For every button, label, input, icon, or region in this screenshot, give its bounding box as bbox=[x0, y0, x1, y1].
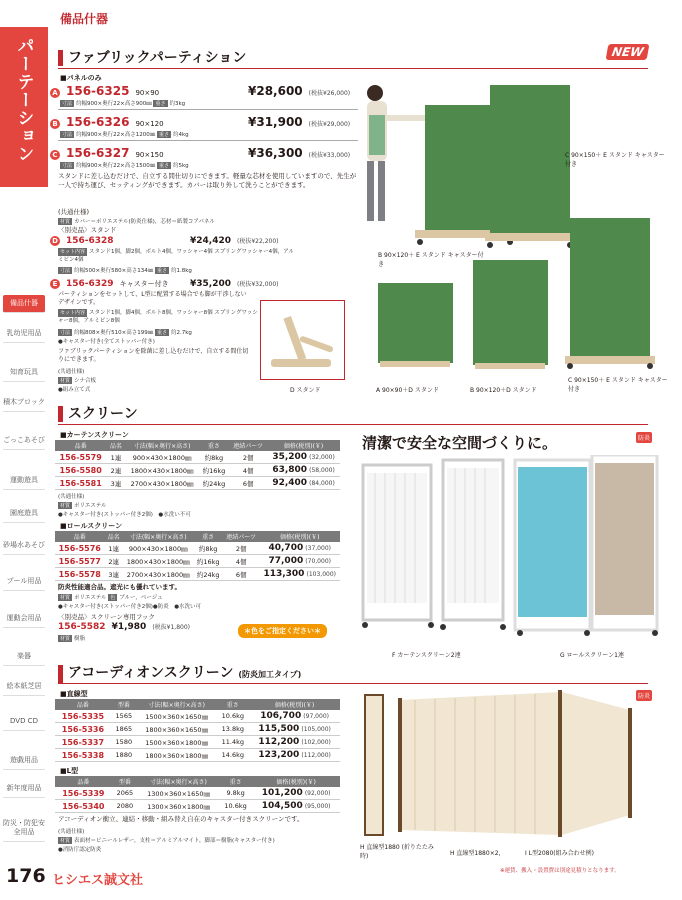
assembly-note: ●組み立て式 bbox=[58, 387, 91, 393]
fabric-item-b bbox=[50, 115, 164, 129]
sidebar-tab-yard[interactable]: 園庭遊具 bbox=[3, 505, 45, 523]
curtain-common: (共通仕様) bbox=[58, 494, 85, 500]
sidebar-tab-dvd[interactable]: DVD CD bbox=[3, 713, 45, 731]
size-tag: 寸法 bbox=[62, 101, 73, 107]
col-code: 品番 bbox=[55, 699, 111, 710]
col-price: 価格(税別)(￥) bbox=[267, 440, 340, 451]
price: ¥24,420 bbox=[190, 236, 231, 246]
set-tag: セット内容 bbox=[60, 249, 86, 255]
sidebar-tab-pool[interactable]: プール用品 bbox=[3, 573, 45, 591]
accordion-note: ●消防庁認定防炎 bbox=[58, 847, 102, 853]
caster-spec bbox=[58, 328, 192, 336]
spec-text: 約幅900×奥行22×高さ1500㎜ bbox=[76, 163, 156, 169]
common-spec-head: (共通仕様) bbox=[58, 208, 90, 216]
size-tag: 寸法 bbox=[62, 132, 73, 138]
accordion-section-title bbox=[58, 665, 301, 683]
weight-text: 約1.8kg bbox=[171, 268, 192, 274]
col-size: 寸法(幅×奥行×高さ) bbox=[138, 776, 219, 787]
fabric-description: スタンドに差し込むだけで、自立する間仕切りにできます。軽量な芯材を使用していますので、先生が一人で持ち運び、セッティングができます。カバーは取り外して洗うことができます。 bbox=[58, 172, 357, 189]
cell-code: 156-5577 bbox=[55, 555, 104, 568]
cell-code: 156-5578 bbox=[55, 568, 104, 581]
cell-name: 3連 bbox=[104, 568, 122, 581]
cell-code: 156-5580 bbox=[55, 464, 106, 477]
tax: (税抜¥22,200) bbox=[237, 238, 279, 245]
cell-size: 900×430×1800㎜ bbox=[123, 542, 194, 555]
cell-weight: 11.4kg bbox=[216, 736, 249, 749]
col-size: 寸法(幅×奥行×高さ) bbox=[125, 440, 198, 451]
roll-table bbox=[55, 531, 340, 581]
cell-name: 3連 bbox=[106, 477, 125, 490]
set-text: スタンド1個，脚4個，ボルト8個，ワッシャー8個 スプリングワッシャー8個，アルミピン8個 bbox=[58, 310, 258, 324]
fabric-price-b bbox=[248, 115, 350, 129]
fabric-price-c bbox=[248, 146, 350, 160]
fabric-material bbox=[58, 217, 215, 225]
weight-text: 約2.7kg bbox=[171, 330, 192, 336]
cell-weight: 約16kg bbox=[193, 555, 222, 568]
stand-price bbox=[190, 236, 279, 246]
caption-c-e: C 90×150＋ E スタンド キャスター付き bbox=[568, 377, 668, 393]
cell-code: 156-5340 bbox=[55, 800, 112, 813]
sidebar-tab-new-year[interactable]: 新年度用品 bbox=[3, 780, 45, 798]
weight-tag: 重さ bbox=[155, 101, 166, 107]
col-parts: 連結パーツ bbox=[229, 440, 267, 451]
col-price: 価格(税別)(￥) bbox=[259, 531, 340, 542]
material-tag: 材質 bbox=[60, 838, 71, 844]
caption-photo-c: C 90×150＋ E スタンド キャスター付き bbox=[565, 152, 665, 168]
caption-l-type: I L型2080(組み合わせ例) bbox=[525, 850, 594, 857]
col-price: 価格(税別)(￥) bbox=[249, 699, 340, 710]
size-tag: 寸法 bbox=[60, 330, 71, 336]
top-category: 備品什器 bbox=[60, 12, 109, 26]
sidebar-tab-fixtures[interactable]: 備品什器 bbox=[3, 295, 45, 313]
letter-c: C bbox=[50, 150, 60, 160]
panel-only-head: ■パネルのみ bbox=[60, 74, 102, 82]
hook-head: 〈別売品〉スクリーン専用フック bbox=[58, 613, 155, 621]
material-text: ポリエステル bbox=[74, 595, 107, 601]
stand-item bbox=[50, 236, 114, 246]
caption-roll: G ロールスクリーン1連 bbox=[560, 652, 624, 659]
cell-name: 1連 bbox=[104, 542, 122, 555]
cell-code: 156-5338 bbox=[55, 749, 111, 762]
item-code: 156-6329 bbox=[66, 279, 114, 289]
cell-size: 1800×430×1800㎜ bbox=[123, 555, 194, 568]
screen-photos bbox=[355, 455, 670, 645]
col-code: 品番 bbox=[55, 776, 112, 787]
accordion-section-rule bbox=[58, 683, 648, 684]
curtain-note: ●キャスター付き(ストッパー付き2個) ●水洗い不可 bbox=[58, 512, 191, 518]
caster-desc: パーティションをセットして、L型に配置する場合でも脚が干渉しないデザインです。 bbox=[58, 291, 247, 306]
material-tag: 材質 bbox=[60, 636, 71, 642]
accordion-common: (共通仕様) bbox=[58, 829, 85, 835]
tax: (112,000) bbox=[301, 752, 331, 759]
fabric-footnote: ファブリックパーティションを除菌に差し込むだけで、自立する間仕切りにできます。 bbox=[58, 348, 249, 363]
cell-size: 2700×430×1800㎜ bbox=[125, 477, 198, 490]
cell-code: 156-5339 bbox=[55, 787, 112, 800]
col-weight: 重さ bbox=[216, 699, 249, 710]
accordion-desc: アコーディオン衝立、連結・移動・組み替え自在のキャスター付きスクリーンです。 bbox=[58, 815, 304, 823]
cell-code: 156-5579 bbox=[55, 451, 106, 464]
table-row bbox=[55, 568, 340, 581]
shipping-note: ※運賃、搬入・設置費は別途見積りとなります。 bbox=[500, 868, 620, 874]
cell-size: 1800×360×1800㎜ bbox=[137, 749, 217, 762]
cell-price bbox=[267, 464, 340, 477]
fabric-section-rule bbox=[58, 68, 648, 69]
stand-material bbox=[58, 376, 96, 384]
cell-code: 156-5576 bbox=[55, 542, 104, 555]
spec-text: 約幅900×奥行22×高さ1200㎜ bbox=[76, 132, 156, 138]
cell-name: 1連 bbox=[106, 451, 125, 464]
price: 113,300 bbox=[263, 569, 305, 579]
fabric-section-title: ファブリックパーティション bbox=[58, 50, 246, 66]
col-weight: 重さ bbox=[219, 776, 252, 787]
col-size: 寸法(幅×奥行×高さ) bbox=[137, 699, 217, 710]
price: 104,500 bbox=[261, 801, 303, 811]
tax: (105,000) bbox=[301, 726, 331, 733]
cell-weight: 9.8kg bbox=[219, 787, 252, 800]
material-tag: 材質 bbox=[60, 595, 71, 601]
weight-tag: 重さ bbox=[158, 132, 169, 138]
letter-a: A bbox=[50, 88, 60, 98]
divider bbox=[58, 140, 358, 141]
cell-price bbox=[252, 787, 340, 800]
stand-sold-separately: 〈別売品〉スタンド bbox=[58, 226, 117, 234]
tax: (103,000) bbox=[306, 571, 337, 578]
tax: (税抜¥32,000) bbox=[237, 281, 279, 288]
cell-model: 1580 bbox=[111, 736, 137, 749]
cell-parts: 2個 bbox=[223, 542, 260, 555]
curtain-head: ■カーテンスクリーン bbox=[60, 431, 129, 439]
screen-section-rule bbox=[58, 424, 648, 425]
weight-text: 約3kg bbox=[169, 101, 186, 107]
cell-code: 156-5336 bbox=[55, 723, 111, 736]
fabric-item-c bbox=[50, 146, 164, 160]
item-size: 90×150 bbox=[135, 151, 164, 159]
size-tag: 寸法 bbox=[60, 268, 71, 274]
l-head: ■L型 bbox=[60, 767, 79, 775]
cell-parts: 6個 bbox=[223, 568, 260, 581]
cell-weight: 14.6kg bbox=[216, 749, 249, 762]
cell-weight: 約24kg bbox=[199, 477, 229, 490]
price: 40,700 bbox=[268, 543, 304, 553]
col-name: 品名 bbox=[106, 440, 125, 451]
fabric-price-a bbox=[248, 84, 350, 98]
cell-price bbox=[267, 477, 340, 490]
material-text: 表面材＝ビニールレザー，支柱＝アルミアルマイト，脚部＝樹脂(キャスター付き) bbox=[74, 838, 275, 844]
stand-set bbox=[58, 248, 298, 264]
roll-head: ■ロールスクリーン bbox=[60, 522, 123, 530]
price: 115,500 bbox=[258, 724, 300, 734]
sidebar-tab-infant[interactable]: 乳幼児用品 bbox=[3, 325, 45, 343]
common-spec-head-2: (共通仕様) bbox=[58, 369, 85, 375]
price: ¥31,900 bbox=[248, 115, 303, 129]
col-name: 品名 bbox=[104, 531, 122, 542]
table-row bbox=[55, 555, 340, 568]
caster-set bbox=[58, 309, 258, 325]
cell-code: 156-5335 bbox=[55, 710, 111, 723]
price: 101,200 bbox=[261, 788, 303, 798]
roll-note-bold: 防炎性能適合品。遮光にも優れています。 bbox=[58, 583, 181, 591]
table-row bbox=[55, 736, 340, 749]
fire-badge: 防炎 bbox=[636, 432, 652, 443]
cell-price bbox=[249, 749, 340, 762]
accordion-material bbox=[58, 836, 275, 844]
cell-price bbox=[267, 451, 340, 464]
hook-material bbox=[58, 634, 85, 642]
cell-model: 2080 bbox=[112, 800, 138, 813]
page-number: 176 bbox=[6, 865, 46, 887]
table-row bbox=[55, 542, 340, 555]
stand-spec bbox=[58, 266, 192, 274]
weight-text: 約4kg bbox=[173, 132, 189, 138]
letter-e: E bbox=[50, 279, 60, 289]
caption-stand: D スタンド bbox=[290, 387, 321, 394]
col-size: 寸法(幅×奥行×高さ) bbox=[123, 531, 194, 542]
sidebar bbox=[0, 0, 48, 900]
cell-model: 1865 bbox=[111, 723, 137, 736]
price: 123,200 bbox=[258, 750, 300, 760]
weight-tag: 重さ bbox=[158, 163, 169, 169]
caster-note: ●キャスター付き(全てストッパー付き) bbox=[58, 339, 155, 345]
item-code: 156-6325 bbox=[66, 84, 130, 98]
sidebar-tab-music[interactable]: 楽器 bbox=[3, 648, 45, 666]
price: ¥28,600 bbox=[248, 84, 303, 98]
weight-text: 約5kg bbox=[173, 163, 189, 169]
item-label: キャスター付き bbox=[119, 280, 169, 288]
cell-code: 156-5581 bbox=[55, 477, 106, 490]
tax: (税抜¥26,000) bbox=[308, 90, 351, 97]
sidebar-tab-toys[interactable]: 知育玩具 bbox=[3, 364, 45, 382]
item-size: 90×120 bbox=[135, 120, 164, 128]
sidebar-tab-sports-day[interactable]: 運動会用品 bbox=[3, 610, 45, 628]
fabric-spec-b bbox=[60, 130, 189, 138]
col-code: 品番 bbox=[55, 531, 104, 542]
cell-size: 1800×430×1800㎜ bbox=[125, 464, 198, 477]
cell-weight: 約16kg bbox=[199, 464, 229, 477]
cell-parts: 2個 bbox=[229, 451, 267, 464]
cell-size: 1500×360×1650㎜ bbox=[137, 710, 217, 723]
fabric-spec-c bbox=[60, 161, 189, 169]
spec-text: 約幅808×奥行510×高さ199㎜ bbox=[74, 330, 154, 336]
cell-weight: 約24kg bbox=[193, 568, 222, 581]
tax: (税抜¥33,000) bbox=[308, 152, 351, 159]
tax: (97,000) bbox=[303, 713, 329, 720]
set-text: スタンド1個，脚2個，ボルト4個，ワッシャー4個 スプリングワッシャー4個，アルミピン4個 bbox=[58, 249, 294, 263]
col-parts: 連結パーツ bbox=[223, 531, 260, 542]
roll-note: ●キャスター付き(ストッパー付き2個)●防炎 ●水洗い可 bbox=[58, 604, 202, 610]
cell-code: 156-5337 bbox=[55, 736, 111, 749]
curtain-table bbox=[55, 440, 340, 490]
stand-photo-box bbox=[260, 300, 345, 380]
cell-parts: 4個 bbox=[223, 555, 260, 568]
table-row bbox=[55, 723, 340, 736]
caster-item bbox=[50, 279, 169, 289]
cell-size: 2700×430×1800㎜ bbox=[123, 568, 194, 581]
brand-logo: ヒシエス誠文社 bbox=[52, 873, 144, 888]
tax: (税抜¥1,800) bbox=[152, 624, 190, 631]
sidebar-tab-books[interactable]: 絵本紙芝居 bbox=[3, 678, 45, 696]
cell-size: 1300×360×1800㎜ bbox=[138, 800, 219, 813]
cell-weight: 10.6kg bbox=[219, 800, 252, 813]
item-code: 156-6326 bbox=[66, 115, 130, 129]
cell-price bbox=[249, 736, 340, 749]
col-code: 品番 bbox=[55, 440, 106, 451]
sidebar-tab-sand[interactable]: 砂場水あそび bbox=[3, 537, 45, 555]
tax: (32,000) bbox=[309, 454, 335, 461]
cell-weight: 13.8kg bbox=[216, 723, 249, 736]
l-table bbox=[55, 776, 340, 813]
letter-d: D bbox=[50, 236, 60, 246]
col-weight: 重さ bbox=[193, 531, 222, 542]
item-code: 156-5582 bbox=[58, 622, 106, 632]
caption-straight-x2: H 直線型1880×2， bbox=[450, 850, 505, 857]
col-weight: 重さ bbox=[199, 440, 229, 451]
screen-callout: 清潔で安全な空間づくりに。 bbox=[362, 434, 558, 452]
caption-a-d: A 90×90＋D スタンド bbox=[376, 387, 439, 394]
straight-head: ■直線型 bbox=[60, 690, 88, 698]
table-row bbox=[55, 477, 340, 490]
material-tag: 材質 bbox=[60, 503, 71, 509]
spec-text: 約幅900×奥行22×高さ900㎜ bbox=[76, 101, 152, 107]
material-text: シナ合板 bbox=[74, 378, 97, 384]
cell-model: 2065 bbox=[112, 787, 138, 800]
table-row bbox=[55, 800, 340, 813]
sidebar-tab-play[interactable]: 遊戯用品 bbox=[3, 752, 45, 770]
table-row bbox=[55, 710, 340, 723]
accordion-title-text: アコーディオンスクリーン bbox=[68, 665, 234, 681]
price: 106,700 bbox=[260, 711, 302, 721]
price: ¥35,200 bbox=[190, 279, 231, 289]
cell-weight: 10.6kg bbox=[216, 710, 249, 723]
size-tag: 寸法 bbox=[62, 163, 73, 169]
cell-model: 1880 bbox=[111, 749, 137, 762]
item-code: 156-6328 bbox=[66, 236, 114, 246]
screen-section-title: スクリーン bbox=[58, 406, 138, 422]
sidebar-tab-pretend[interactable]: ごっこあそび bbox=[3, 432, 45, 450]
stand-illustration bbox=[261, 301, 344, 379]
sidebar-tab-blocks[interactable]: 積木ブロック bbox=[3, 394, 45, 412]
cell-price bbox=[259, 542, 340, 555]
tax: (70,000) bbox=[305, 558, 331, 565]
hook-item bbox=[58, 622, 190, 632]
item-code: 156-6327 bbox=[66, 146, 130, 160]
material-tag: 材質 bbox=[60, 219, 71, 225]
table-row bbox=[55, 787, 340, 800]
price: 77,000 bbox=[268, 556, 304, 566]
material-text: カバー＝ポリエステル(防炎仕様)，芯材＝紙製コアパネル bbox=[74, 219, 215, 225]
curtain-material bbox=[58, 501, 107, 509]
color-tag: 色 bbox=[110, 595, 116, 601]
letter-b: B bbox=[50, 119, 60, 129]
table-row bbox=[55, 749, 340, 762]
material-tag: 材質 bbox=[60, 378, 71, 384]
caster-price bbox=[190, 279, 279, 289]
price: 92,400 bbox=[272, 478, 308, 488]
fabric-spec-a bbox=[60, 99, 185, 107]
weight-tag: 重さ bbox=[156, 268, 167, 274]
material-text: ポリエステル bbox=[74, 503, 107, 509]
material-text: 樹脂 bbox=[74, 636, 86, 642]
sidebar-tab-safety[interactable]: 防災・防犯安全用品 bbox=[3, 815, 45, 842]
price: 63,800 bbox=[272, 465, 308, 475]
color-select-note: ＊色をご指定ください＊ bbox=[238, 624, 327, 638]
table-row bbox=[55, 464, 340, 477]
fabric-item-a bbox=[50, 84, 159, 98]
accordion-subtitle: (防炎加工タイプ) bbox=[238, 670, 302, 679]
tax: (37,000) bbox=[305, 545, 331, 552]
price: ¥1,980 bbox=[111, 622, 147, 632]
weight-tag: 重さ bbox=[156, 330, 167, 336]
cell-size: 1300×360×1650㎜ bbox=[138, 787, 219, 800]
caption-b-d: B 90×120＋D スタンド bbox=[470, 387, 537, 394]
cell-parts: 6個 bbox=[229, 477, 267, 490]
caption-folded: H 直線型1880 (折りたたみ時) bbox=[360, 844, 434, 860]
cell-size: 1500×360×1800㎜ bbox=[137, 736, 217, 749]
tax: (92,000) bbox=[304, 790, 331, 797]
accordion-photo bbox=[360, 690, 660, 840]
set-tag: セット内容 bbox=[60, 310, 86, 316]
tax: (102,000) bbox=[301, 739, 331, 746]
roll-material bbox=[58, 593, 163, 601]
caption-photo-b: B 90×120＋ E スタンド キャスター付き bbox=[378, 252, 484, 268]
cell-price bbox=[249, 723, 340, 736]
price: 35,200 bbox=[272, 452, 308, 462]
new-badge: NEW bbox=[606, 44, 650, 60]
cell-price bbox=[252, 800, 340, 813]
tax: (84,000) bbox=[309, 480, 335, 487]
sidebar-category: パーテーション bbox=[0, 27, 48, 187]
cell-price bbox=[259, 555, 340, 568]
cell-size: 1800×360×1650㎜ bbox=[137, 723, 217, 736]
tax: (税抜¥29,000) bbox=[308, 121, 351, 128]
straight-table bbox=[55, 699, 340, 762]
cell-model: 1565 bbox=[111, 710, 137, 723]
col-price: 価格(税別)(￥) bbox=[252, 776, 340, 787]
cell-name: 2連 bbox=[104, 555, 122, 568]
fire-badge: 防炎 bbox=[636, 690, 652, 701]
item-size: 90×90 bbox=[135, 89, 160, 97]
tax: (58,000) bbox=[309, 467, 335, 474]
cell-weight: 約8kg bbox=[199, 451, 229, 464]
cell-size: 900×430×1800㎜ bbox=[125, 451, 198, 464]
sidebar-tab-exercise[interactable]: 運動遊具 bbox=[3, 472, 45, 490]
cell-price bbox=[249, 710, 340, 723]
fabric-panels-lineup bbox=[370, 218, 670, 383]
price: ¥36,300 bbox=[248, 146, 303, 160]
col-model: 型番 bbox=[111, 699, 137, 710]
price: 112,200 bbox=[258, 737, 300, 747]
col-model: 型番 bbox=[112, 776, 138, 787]
divider bbox=[58, 109, 358, 110]
cell-price bbox=[259, 568, 340, 581]
tax: (95,000) bbox=[304, 803, 331, 810]
cell-weight: 約8kg bbox=[193, 542, 222, 555]
cell-parts: 4個 bbox=[229, 464, 267, 477]
color-text: ブルー，ベージュ bbox=[119, 595, 163, 601]
cell-name: 2連 bbox=[106, 464, 125, 477]
caption-curtain: F カーテンスクリーン2連 bbox=[392, 652, 461, 659]
spec-text: 約幅500×奥行580×高さ134㎜ bbox=[74, 268, 154, 274]
table-row bbox=[55, 451, 340, 464]
